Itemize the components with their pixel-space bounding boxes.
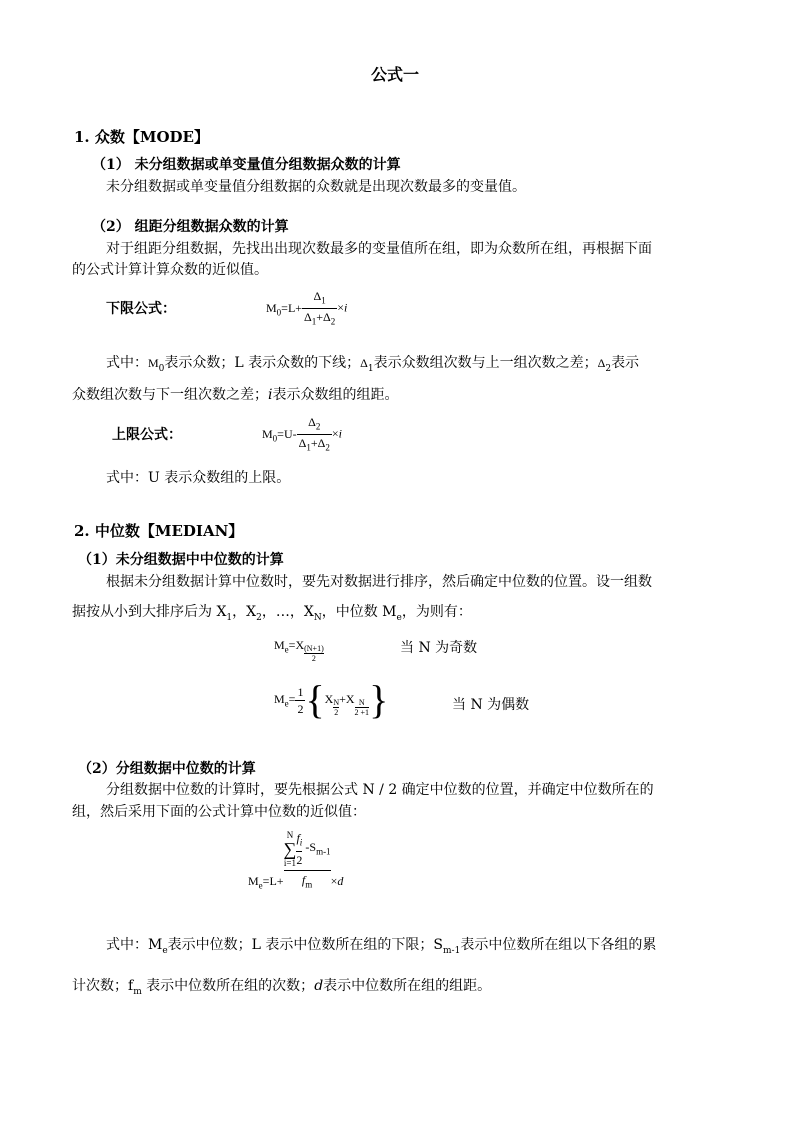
mode-grouped-text-line2: 的公式计算计算众数的近似值。 (72, 262, 268, 278)
median-grouped-desc-line1: 式中：$M_e$表示中位数；L 表示中位数所在组的下限；$S_{m-1}$表示中位数所在组以下各组的累 (106, 937, 657, 956)
median-odd-note: 当 N 为奇数 (400, 640, 478, 656)
lower-formula-label: 下限公式： (106, 301, 176, 317)
median-grouped-text-line1: 分组数据中位数的计算时，要先根据公式 N / 2 确定中位数的位置，并确定中位数所在的 (106, 782, 654, 798)
median-grouped-text-line2: 组，然后采用下面的公式计算中位数的近似值： (72, 804, 366, 820)
lower-formula-desc-line2: 众数组次数与下一组次数之差；i表示众数组的组距。 (72, 387, 399, 403)
median-grouped-heading: （2）分组数据中位数的计算 (78, 761, 256, 777)
page-title: 公式一 (371, 65, 420, 84)
mode-ungrouped-text: 未分组数据或单变量值分组数据的众数就是出现次数最多的变量值。 (106, 179, 526, 195)
mode-grouped-text-line1: 对于组距分组数据，先找出出现次数最多的变量值所在组，即为众数所在组，再根据下面 (106, 241, 652, 257)
section-median-heading: 2. 中位数【MEDIAN】 (74, 522, 244, 540)
median-even-note: 当 N 为偶数 (452, 697, 530, 713)
upper-formula-label: 上限公式： (112, 427, 182, 443)
section-mode-heading: 1. 众数【MODE】 (74, 128, 209, 146)
median-ungrouped-heading: （1）未分组数据中中位数的计算 (78, 552, 284, 568)
mode-lower-formula: $M_0=L+$ $\frac{\Delta_1}{\Delta_1+\Delta_2}$ ×i (266, 288, 347, 330)
median-ungrouped-text-line2: 据按从小到大排序后为 $X_1$，$X_2$，…，$X_N$，中位数 $M_e$，为则有： (72, 604, 472, 623)
lower-formula-desc-line1: 式中：$M_0$表示众数；L 表示众数的下线；$\Delta_1$表示众数组次数与上一组次数之差；$\Delta_2$表示 (106, 355, 640, 374)
upper-formula-desc: 式中：U 表示众数组的上限。 (106, 470, 291, 486)
median-odd-formula: $M_e=X$ $\frac{(N+1)}{2}$ (274, 638, 324, 663)
mode-upper-formula: $M_0=U-$ $\frac{\Delta_2}{\Delta_1+\Delta_2}$ ×i (262, 414, 342, 456)
median-ungrouped-text-line1: 根据未分组数据计算中位数时，要先对数据进行排序，然后确定中位数的位置。设一组数 (106, 574, 652, 590)
median-grouped-desc-line2: 计次数；$f_m$ 表示中位数所在组的次数；d表示中位数所在组的组距。 (72, 978, 492, 997)
mode-ungrouped-heading: （1） 未分组数据或单变量值分组数据众数的计算 (92, 157, 401, 173)
mode-grouped-heading: （2） 组距分组数据众数的计算 (92, 219, 289, 235)
median-even-formula: $M_e=$ $\frac{1}{2}$ {X $\frac{N}{2}$ +X $\frac{N}{2 +1}$ } (274, 677, 389, 722)
median-grouped-formula: $M_e=L+$ N ∑ i=1 $\frac{f_i}{2}$ $-S_{m-1}$ $f_m$ ×d (248, 830, 343, 893)
